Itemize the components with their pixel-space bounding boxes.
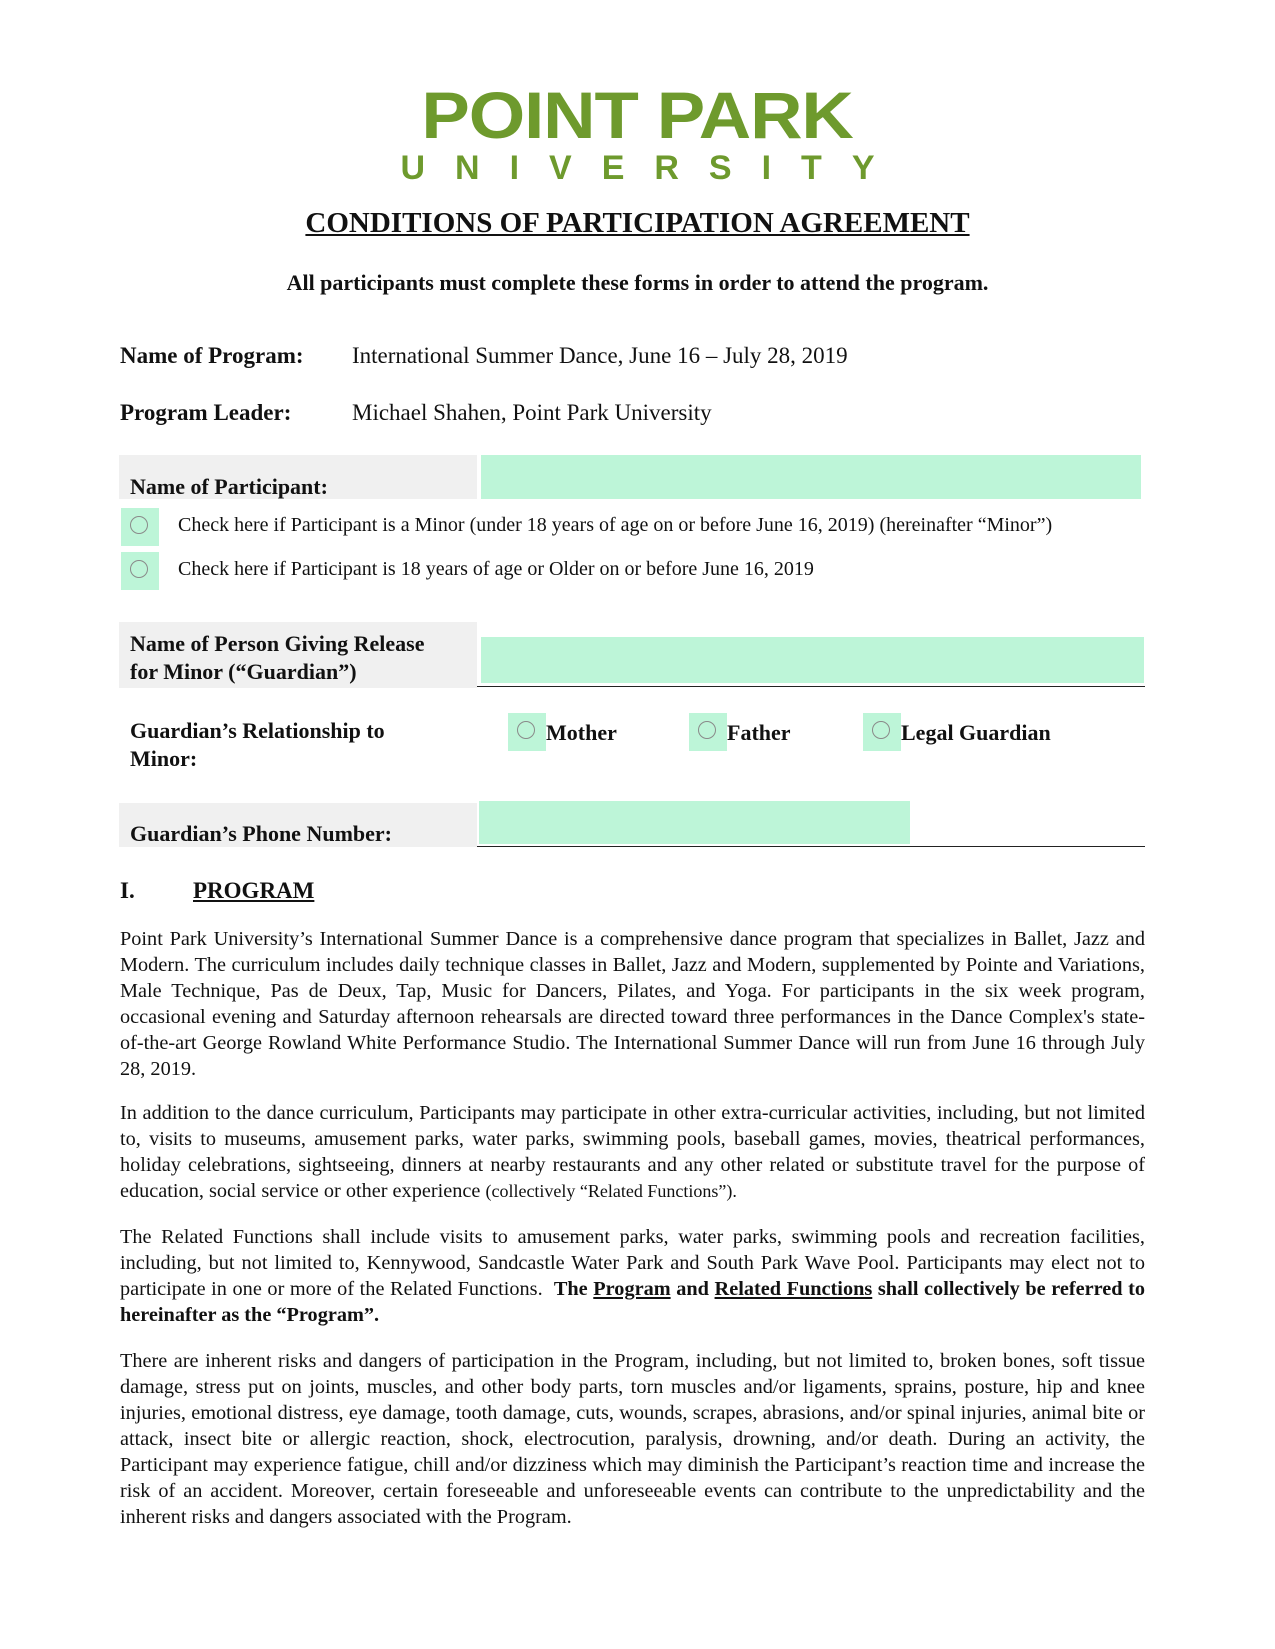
guardian-name-field[interactable] xyxy=(481,637,1144,683)
radio-circle-icon xyxy=(130,560,148,578)
guardian-label-line2: for Minor (“Guardian”) xyxy=(130,659,357,684)
program-name-label: Name of Program: xyxy=(120,343,304,368)
legal-guardian-option-label: Legal Guardian xyxy=(901,720,1051,745)
bold-program: Program xyxy=(593,1278,671,1300)
document-title: CONDITIONS OF PARTICIPATION AGREEMENT xyxy=(305,207,970,239)
guardian-underline xyxy=(477,686,1145,687)
paragraph-program-description: Point Park University’s International Summer Dance is a comprehensive dance program that specializes in Ballet, Jazz and Modern. The curriculum includes daily technique classes in Ballet, Jazz and Modern, supplemented by Pointe and Variations, Male Technique, Pas de Deux, Tap, Music for Dancers, Pilates, and Yoga. For participants in the six week program, occasional evening and Saturday afternoon rehearsals are directed toward three performances in the Dance Complex's state-of-the-art George Rowland White Performance Studio. The International Summer Dance will run from June 16 through July 28, 2019. xyxy=(120,928,1145,1080)
radio-circle-icon xyxy=(130,516,148,534)
guardian-label-line1: Name of Person Giving Release xyxy=(130,631,425,656)
phone-underline xyxy=(477,846,1145,847)
relationship-label xyxy=(130,717,385,773)
bold-tail: shall collectively be referred to hereinafter as the “Program”. xyxy=(120,1278,1146,1326)
relationship-label-line1: Guardian’s Relationship to xyxy=(130,718,385,743)
mother-radio[interactable] xyxy=(508,713,546,751)
participant-label: Name of Participant: xyxy=(130,474,328,499)
bold-and: and xyxy=(676,1278,709,1300)
university-logo xyxy=(0,80,1275,186)
phone-field[interactable] xyxy=(479,801,910,844)
document-subtitle: All participants must complete these forms in order to attend the program. xyxy=(286,270,989,295)
adult-radio[interactable] xyxy=(121,552,159,590)
father-option-label: Father xyxy=(727,720,791,745)
legal-guardian-radio[interactable] xyxy=(863,713,901,751)
radio-circle-icon xyxy=(698,721,716,739)
father-radio[interactable] xyxy=(689,713,727,751)
bold-related-functions: Related Functions xyxy=(714,1278,873,1300)
mother-option-label: Mother xyxy=(546,720,617,745)
participant-name-field[interactable] xyxy=(481,455,1141,499)
bold-the: The xyxy=(553,1278,588,1300)
paragraph-risks: There are inherent risks and dangers of participation in the Program, including, but not limited to, broken bones, soft tissue damage, stress put on joints, muscles, and other body parts, torn muscles and/or ligaments, sprains, posture, hip and knee injuries, emotional distress, eye damage, tooth damage, cuts, wounds, scrapes, abrasions, and/or spinal injuries, animal bite or attack, insect bite or allergic reaction, shock, electrocution, paralysis, drowning, and/or death. During an activity, the Participant may experience fatigue, chill and/or dizziness which may diminish the Participant’s reaction time and increase the risk of an accident. Moreover, certain foreseeable and unforeseeable events can contribute to the unpredictability and the inherent risks and dangers associated with the Program. xyxy=(120,1350,1145,1528)
section-number: I. xyxy=(120,878,135,903)
logo-main-text: POINT PARK xyxy=(421,78,854,152)
phone-label: Guardian’s Phone Number: xyxy=(130,821,392,846)
guardian-label xyxy=(130,630,425,686)
program-leader-value: Michael Shahen, Point Park University xyxy=(352,400,712,425)
section-title: PROGRAM xyxy=(193,878,315,903)
paragraph-related-activities-note: (collectively “Related Functions”). xyxy=(485,1181,737,1201)
program-leader-label: Program Leader: xyxy=(120,400,292,425)
minor-radio[interactable] xyxy=(121,508,159,546)
radio-circle-icon xyxy=(872,721,890,739)
paragraph-related-functions-text: The Related Functions shall include visits to amusement parks, water parks, swimming pools and recreation facilities, including, but not limited to, Kennywood, Sandcastle Water Park and South Park Wave Pool. Participants may elect not to participate in one or more of the Related Functions. xyxy=(120,1226,1145,1300)
minor-check-label: Check here if Participant is a Minor (under 18 years of age on or before June 16, 2019) (hereinafter “Minor”) xyxy=(178,514,1053,536)
radio-circle-icon xyxy=(517,721,535,739)
logo-sub-text: UNIVERSITY xyxy=(400,149,905,187)
adult-check-label: Check here if Participant is 18 years of age or Older on or before June 16, 2019 xyxy=(178,558,814,580)
program-name-value: International Summer Dance, June 16 – July 28, 2019 xyxy=(352,343,848,368)
paragraph-related-activities-text: In addition to the dance curriculum, Participants may participate in other extra-curricular activities, including, but not limited to, visits to museums, amusement parks, water parks, swimming pools, baseball games, movies, theatrical performances, holiday celebrations, sightseeing, dinners at nearby restaurants and any other related or substitute travel for the purpose of education, social service or other experience xyxy=(120,1102,1145,1202)
relationship-label-line2: Minor: xyxy=(130,746,198,771)
paragraph-related-activities xyxy=(120,1100,1145,1204)
paragraph-related-functions xyxy=(120,1224,1145,1328)
